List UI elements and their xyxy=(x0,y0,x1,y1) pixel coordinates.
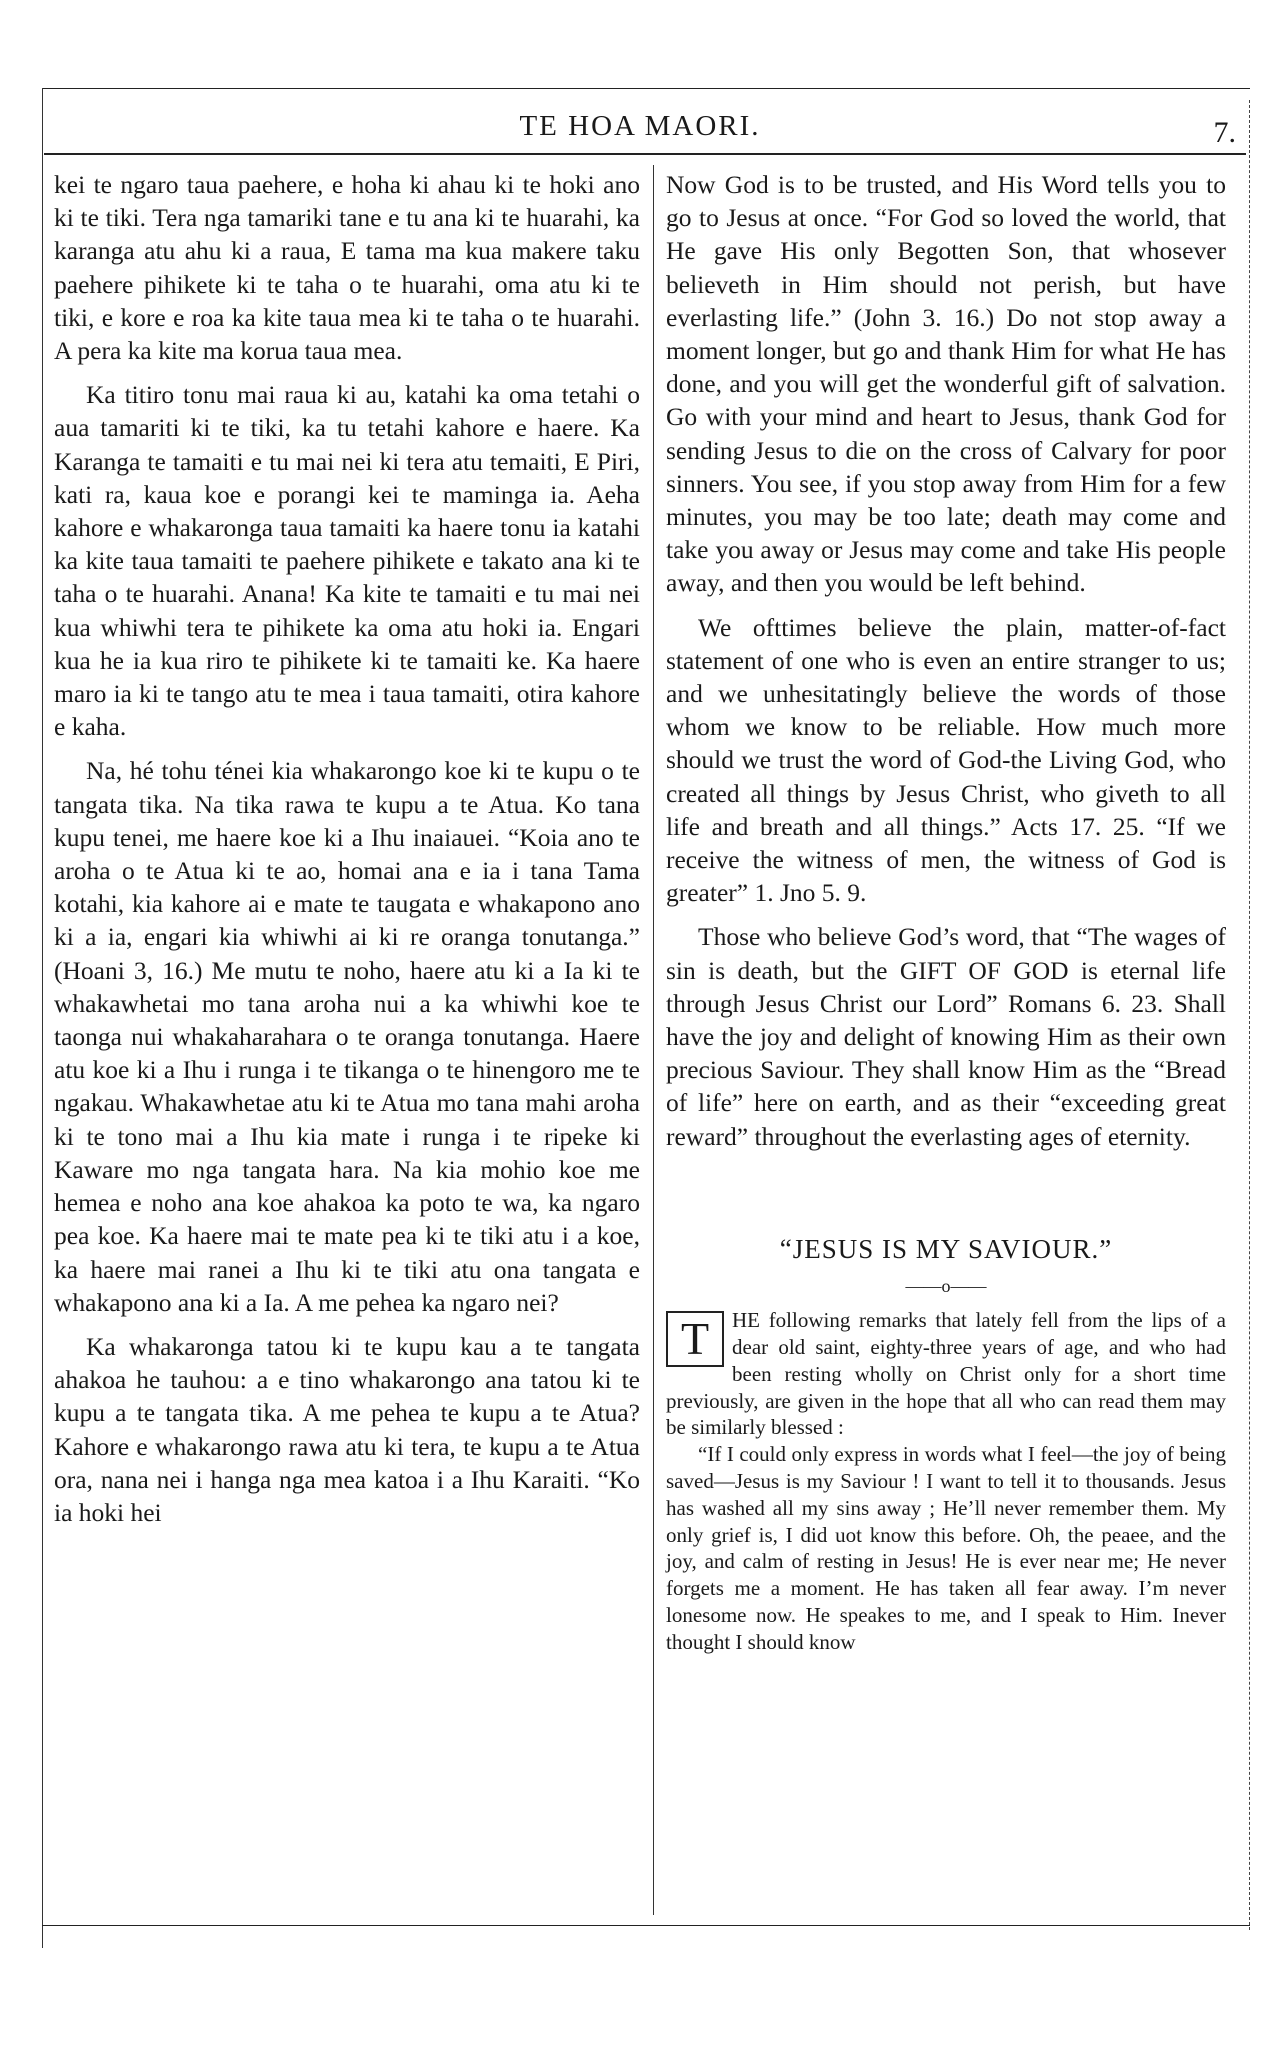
bottom-rule xyxy=(42,1925,1250,1926)
article-quote: “If I could only express in words what I feel—the joy of being saved—Jesus is my Saviour ! I want to tell it to thousands. Jesus has washed all my sins away ; He’ll never remember them. My only grief is, I did uot know this before. Oh, the peaee, and the joy, and calm of resting in Jesus! He is ever near me; He never forgets me a moment. He has taken all fear away. I’m never lonesome now. He speakes to me, and I speak to Him. Inever thought I should know xyxy=(666,1442,1226,1654)
left-paragraph-2: Ka titiro tonu mai raua ki au, katahi ka oma tetahi o aua tamariti ki te tiki, ka tu tetahi kahore e haere. Ka Karanga te tamaiti e tu mai nei ki tera atu temaiti, E Piri, kati ra, kaua koe e porangi kei te maminga ia. Aeha kahore e whakaronga taua tamaiti ka haere tonu ia katahi ka kite taua tamaiti te paehere pihikete e takato ana ki te taha o te huarahi. Anana! Ka kite te tamaiti e tu mai nei kua whiwhi tera te pihikete ka oma atu hoki ia. Engari kua he ia kua riro te pihikete ki te tamaiti ke. Ka haere maro ia ki te tango atu te mea i taua tamaiti, otira kahore e kaha. xyxy=(54,380,640,742)
right-column xyxy=(666,168,1226,1656)
article-body xyxy=(666,1307,1226,1655)
left-paragraph-4: Ka whakaronga tatou ki te kupu kau a te tangata ahakoa he tauhou: a e tino whakarongo ana tatou ki te kupu a te tangata tika. A me pehea te kupu a te Atua? Kahore e whakarongo rawa atu ki tera, te kupu a te Atua ora, nana nei i hanga nga mea katoa i a Ihu Karaiti. “Ko ia hoki hei xyxy=(54,1331,640,1527)
right-paragraph-3: Those who believe God’s word, that “The wages of sin is death, but the GIFT OF GOD is eternal life through Jesus Christ our Lord” Romans 6. 23. Shall have the joy and delight of knowing Him as their own precious Saviour. They shall know Him as the “Bread of life” here on earth, and as their “exceeding great reward” throughout the everlasting ages of eternity. xyxy=(666,922,1226,1151)
header-rule xyxy=(44,153,1246,155)
article-title: “JESUS IS MY SAVIOUR.” xyxy=(779,1233,1113,1264)
page-frame-right-rule xyxy=(1249,100,1250,1930)
right-paragraph-1: Now God is to be trusted, and His Word tells you to go to Jesus at once. “For God so loved the world, that He gave His only Begotten Son, that whosever believeth in Him should not perish, but have everlasting life.” (John 3. 16.) Do not stop away a moment longer, but go and thank Him for what He has done, and you will get the wonderful gift of salvation. Go with your mind and heart to Jesus, thank God for sending Jesus to die on the cross of Calvary for poor sinners. You see, if you stop away from Him for a few minutes, you may be too late; death may come and take you away or Jesus may come and take His people away, and then you would be left behind. xyxy=(666,170,1226,598)
left-paragraph-1: kei te ngaro taua paehere, e hoha ki ahau ki te hoki ano ki te tiki. Tera nga tamariki tane e tu ana ki te huarahi, ka karanga atu ahu ki a raua, E tama ma kua makere taku paehere pihikete ki te taha o te huarahi, oma atu ki te tiki, e kore e roa ka kite taua mea ki te taha o te huarahi. A pera ka kite ma korua taua mea. xyxy=(54,170,640,366)
drop-cap-letter: T xyxy=(666,1311,724,1367)
page-number: 7. xyxy=(1213,116,1236,149)
article-intro: HE following remarks that lately fell from the lips of a dear old saint, eighty-three years of age, and who had been resting wholly on Christ only for a short time previously, are given in the hope that all who can read them may be similarly blessed : xyxy=(666,1308,1226,1440)
page-frame-top-rule xyxy=(42,88,1250,89)
title-ornament: ——o—— xyxy=(905,1276,987,1297)
left-column xyxy=(54,168,640,1540)
right-paragraph-2: We ofttimes believe the plain, matter-of-fact statement of one who is even an entire stranger to us; and we unhesitatingly believe the words of those whom we know to be reliable. How much more should we trust the word of God-the Living God, who created all things by Jesus Christ, who giveth to all life and breath and all things.” Acts 17. 25. “If we receive the witness of men, the witness of God is greater” 1. Jno 5. 9. xyxy=(666,612,1226,908)
column-divider xyxy=(653,165,654,1915)
running-header-title: TE HOA MAORI. xyxy=(519,110,761,142)
left-paragraph-3: Na, hé tohu ténei kia whakarongo koe ki te kupu o te tangata tika. Na tika rawa te kupu a te Atua. Ko tana kupu tenei, me haere koe ki a Ihu inaiauei. “Koia ano te aroha o te Atua ki te ao, homai ana e ia i tana Tama kotahi, kia kahore ai e mate te taugata e whakapono ano ki a ia, engari kia whiwhi ai ki re oranga tonutanga.” (Hoani 3, 16.) Me mutu te noho, haere atu ki a Ia ki te whakawhetai mo tana aroha nui a ka whiwhi koe te taonga nui whakaharahara o te oranga tonutanga. Haere atu koe ki a Ihu i runga i te tikanga o te hinengoro me te ngakau. Whakawhetae atu ki te Atua mo tana mahi aroha ki te tono mai a Ihu kia mate i runga i te ripeke ki Kaware mo nga tangata hara. Na kia mohio koe me hemea e noho ana koe ahakoa ka poto te wa, ka ngaro pea koe. Ka haere mai te mate pea ki te tiki atu i a koe, ka haere mai ranei a Ihu ki te tiki atu ona tangata e whakapono ana ki a Ia. A me pehea ka ngaro nei? xyxy=(54,756,640,1317)
page-frame-left-rule xyxy=(42,88,43,1948)
